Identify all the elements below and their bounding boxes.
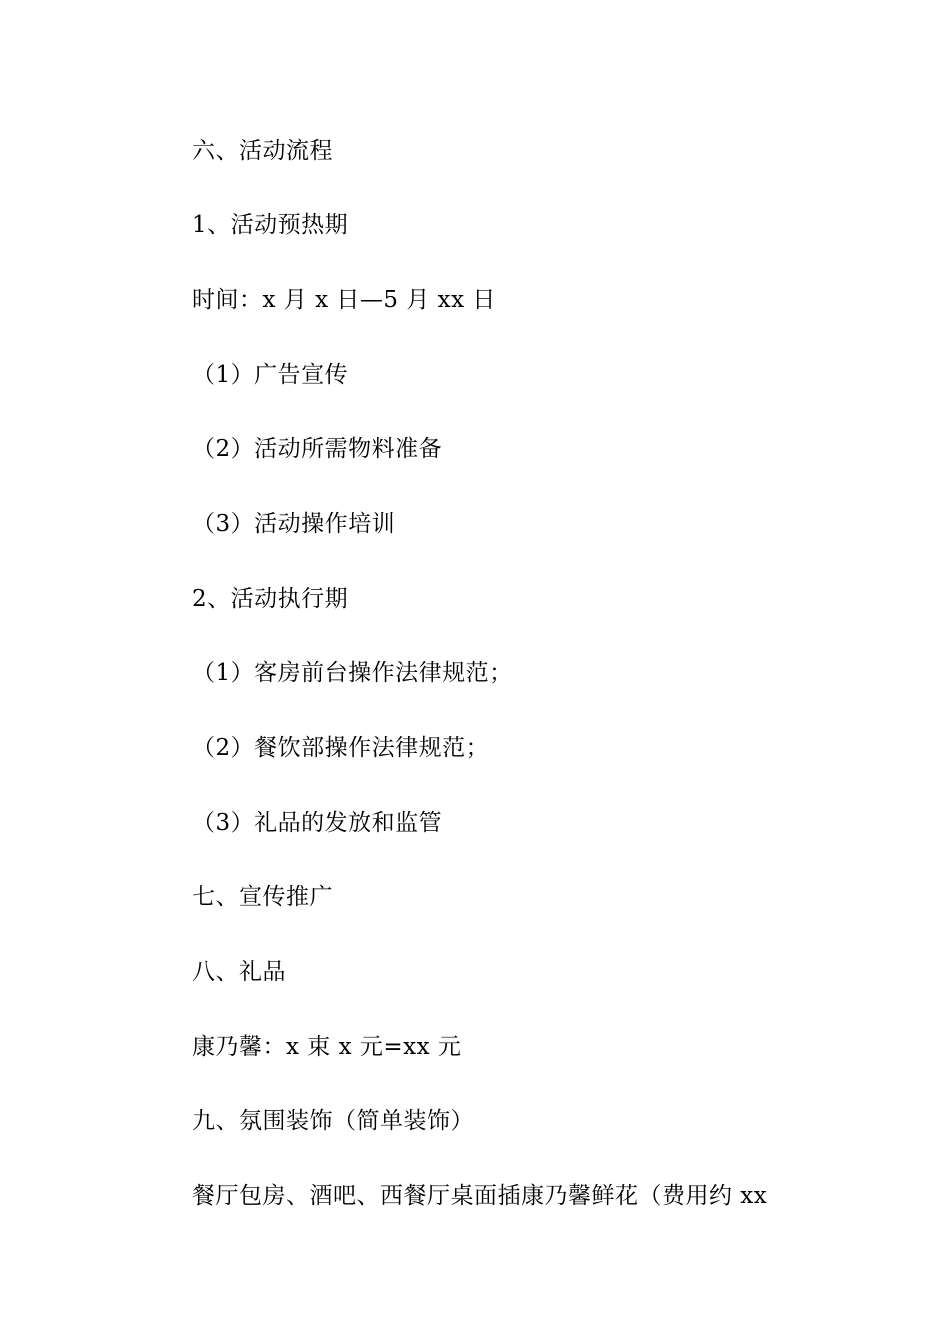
subsection-execution: 2、活动执行期 [192,586,349,612]
execution-item-3: （3）礼品的发放和监管 [192,810,443,836]
section-heading-promotion: 七、宣传推广 [192,884,333,910]
section-heading-process: 六、活动流程 [192,138,333,164]
subsection-warmup: 1、活动预热期 [192,212,349,238]
execution-item-1: （1）客房前台操作法律规范； [192,660,513,686]
gift-carnation-cost: 康乃馨：x 束 x 元=xx 元 [192,1034,462,1060]
section-heading-gifts: 八、礼品 [192,959,286,985]
warmup-item-3: （3）活动操作培训 [192,511,396,537]
execution-item-2: （2）餐饮部操作法律规范； [192,735,490,761]
warmup-item-1: （1）广告宣传 [192,362,349,388]
warmup-time: 时间：x 月 x 日—5 月 xx 日 [192,287,496,313]
decoration-paragraph: 餐厅包房、酒吧、西餐厅桌面插康乃馨鲜花（费用约 xx [192,1183,768,1209]
section-heading-decoration: 九、氛围装饰（简单装饰） [192,1108,474,1134]
warmup-item-2: （2）活动所需物料准备 [192,436,443,462]
